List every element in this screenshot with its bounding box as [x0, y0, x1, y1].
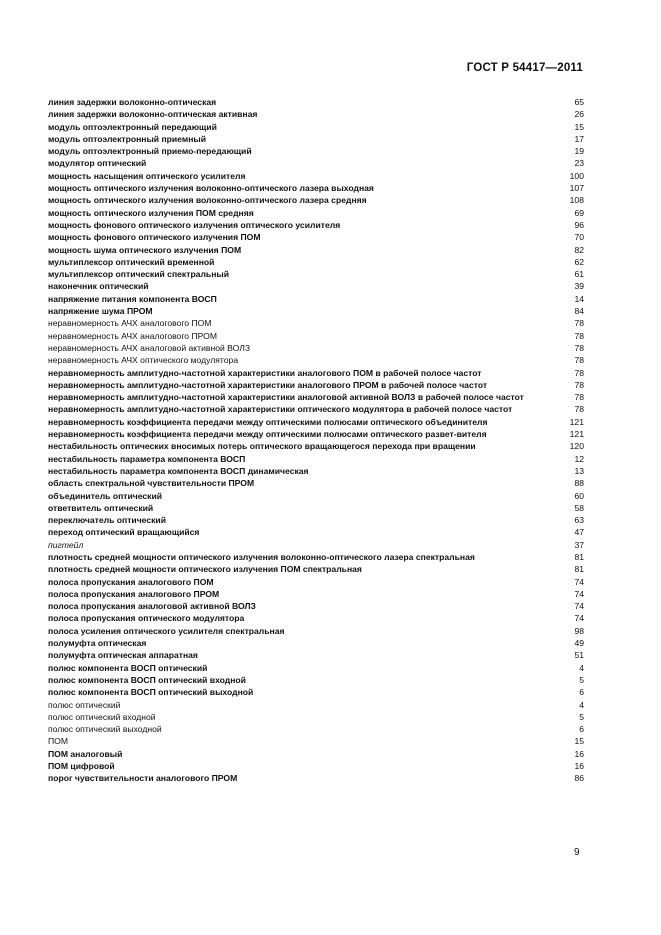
index-entry [48, 711, 584, 723]
index-entry [48, 612, 584, 624]
index-page-ref: 78 [574, 330, 584, 341]
index-term: полюс оптический выходной [48, 724, 162, 735]
standard-designation: ГОСТ Р 54417—2011 [466, 62, 583, 74]
index-entry [48, 170, 584, 182]
index-page-ref: 100 [569, 170, 584, 181]
index-entry [48, 268, 584, 280]
index-term: модулятор оптический [48, 158, 147, 169]
index-entry [48, 576, 584, 588]
index-term: неравномерность амплитудно-частотной характеристики оптического модулятора в рабочей полосе частот [48, 404, 513, 415]
index-entry [48, 403, 584, 415]
index-term: полюс компонента ВОСП оптический выходной [48, 687, 254, 698]
index-term: неравномерность АЧХ аналогового ПОМ [48, 318, 212, 329]
index-entry [48, 526, 584, 538]
index-page-ref: 78 [574, 367, 584, 378]
index-entry [48, 207, 584, 219]
index-entry [48, 280, 584, 292]
index-page-ref: 15 [574, 736, 584, 747]
index-entry [48, 760, 584, 772]
index-page-ref: 121 [569, 416, 584, 427]
index-entry [48, 551, 584, 563]
index-entry [48, 108, 584, 120]
index-entry [48, 231, 584, 243]
index-page-ref: 51 [574, 650, 584, 661]
index-term: переключатель оптический [48, 515, 166, 526]
index-entry [48, 588, 584, 600]
index-page-ref: 16 [574, 761, 584, 772]
index-term: плотность средней мощности оптического излучения волоконно-оптического лазера спектральная [48, 551, 475, 562]
index-entry [48, 133, 584, 145]
index-term: модуль оптоэлектронный приемный [48, 133, 207, 144]
index-entry [48, 379, 584, 391]
index-term: ПОМ цифровой [48, 761, 115, 772]
index-term: неравномерность амплитудно-частотной характеристики аналогового ПРОМ в рабочей полосе частот [48, 379, 488, 390]
index-page-ref: 17 [574, 133, 584, 144]
index-page-ref: 19 [574, 146, 584, 157]
index-entry [48, 182, 584, 194]
index-term: наконечник оптический [48, 281, 149, 292]
index-page-ref: 78 [574, 392, 584, 403]
index-entry [48, 121, 584, 133]
index-entry [48, 649, 584, 661]
index-term: область спектральной чувствительности ПРОМ [48, 478, 255, 489]
index-entry [48, 502, 584, 514]
index-page-ref: 78 [574, 404, 584, 415]
index-term: полоса пропускания аналогового ПОМ [48, 576, 214, 587]
index-term: неравномерность коэффициента передачи между оптическими полюсами оптического объединителя [48, 416, 488, 427]
index-page-ref: 6 [579, 687, 584, 698]
index-page-ref: 108 [569, 195, 584, 206]
index-term: переход оптический вращающийся [48, 527, 200, 538]
index-term: напряжение шума ПРОМ [48, 306, 153, 317]
index-entry [48, 662, 584, 674]
index-entry [48, 625, 584, 637]
index-page-ref: 78 [574, 355, 584, 366]
index-term: мультиплексор оптический спектральный [48, 269, 230, 280]
index-term: модуль оптоэлектронный передающий [48, 121, 217, 132]
index-term: порог чувствительности аналогового ПРОМ [48, 773, 238, 784]
index-page-ref: 62 [574, 256, 584, 267]
index-entry [48, 686, 584, 698]
index-page-ref: 65 [574, 97, 584, 107]
index-term: линия задержки волоконно-оптическая активная [48, 109, 258, 120]
index-entry [48, 305, 584, 317]
index-entry [48, 157, 584, 169]
index-entry [48, 723, 584, 735]
index-page-ref: 13 [574, 465, 584, 476]
index-entry [48, 699, 584, 711]
index-entry [48, 194, 584, 206]
index-page-ref: 78 [574, 379, 584, 390]
index-page-ref: 6 [579, 724, 584, 735]
index-page-ref: 23 [574, 158, 584, 169]
index-entry [48, 637, 584, 649]
index-entry [48, 539, 584, 551]
index-page-ref: 60 [574, 490, 584, 501]
index-page-ref: 12 [574, 453, 584, 464]
index-page-ref: 58 [574, 502, 584, 513]
index-page-ref: 74 [574, 588, 584, 599]
index-term: мощность фонового оптического излучения ПОМ [48, 232, 261, 243]
index-term: полоса пропускания аналоговой активной ВОЛЗ [48, 601, 256, 612]
index-term: плотность средней мощности оптического излучения ПОМ спектральная [48, 564, 362, 575]
index-term: напряжение питания компонента ВОСП [48, 293, 217, 304]
index-entry [48, 465, 584, 477]
index-page-ref: 107 [569, 183, 584, 194]
index-entry [48, 514, 584, 526]
index-term: неравномерность АЧХ оптического модулятора [48, 355, 239, 366]
index-term: нестабильность параметра компонента ВОСП [48, 453, 246, 464]
index-term: полумуфта оптическая [48, 638, 147, 649]
index-page-ref: 74 [574, 601, 584, 612]
index-page-ref: 69 [574, 207, 584, 218]
index-entry [48, 354, 584, 366]
index-page-ref: 120 [569, 441, 584, 452]
index-page-ref: 16 [574, 748, 584, 759]
index-entry [48, 367, 584, 379]
index-term: полоса усиления оптического усилителя спектральная [48, 625, 285, 636]
index-entry [48, 453, 584, 465]
index-term: неравномерность АЧХ аналогового ПРОМ [48, 330, 218, 341]
index-page-ref: 81 [574, 551, 584, 562]
index-entry [48, 244, 584, 256]
index-entry [48, 256, 584, 268]
index-entry [48, 342, 584, 354]
index-term: неравномерность амплитудно-частотной характеристики аналогового ПОМ в рабочей полосе частот [48, 367, 482, 378]
index-term: модуль оптоэлектронный приемо-передающий [48, 146, 252, 157]
index-page-ref: 14 [574, 293, 584, 304]
index-term: полоса пропускания аналогового ПРОМ [48, 588, 220, 599]
index-term: полумуфта оптическая аппаратная [48, 650, 198, 661]
index-term: объединитель оптический [48, 490, 163, 501]
index-page-ref: 15 [574, 121, 584, 132]
index-page-ref: 5 [579, 674, 584, 685]
index-page-ref: 74 [574, 576, 584, 587]
index-term: мощность оптического излучения волоконно-оптического лазера средняя [48, 195, 367, 206]
index-page-ref: 86 [574, 773, 584, 784]
index-page-ref: 78 [574, 342, 584, 353]
index-entry [48, 490, 584, 502]
index-entry [48, 674, 584, 686]
index-page-ref: 81 [574, 564, 584, 575]
index-term: пигтейл [48, 539, 84, 550]
index-page-ref: 98 [574, 625, 584, 636]
index-page-ref: 61 [574, 269, 584, 280]
index-entry [48, 772, 584, 784]
index-page-ref: 4 [579, 699, 584, 710]
index-term: ПОМ [48, 736, 69, 747]
index-term: мультиплексор оптический временной [48, 256, 215, 267]
index-page-ref: 96 [574, 219, 584, 230]
index-page-ref: 37 [574, 539, 584, 550]
index-entry [48, 477, 584, 489]
index-term: неравномерность амплитудно-частотной характеристики аналоговой активной ВОЛЗ в рабочей полосе частот [48, 392, 524, 403]
index-page-ref: 84 [574, 306, 584, 317]
index-term: линия задержки волоконно-оптическая [48, 97, 217, 107]
index-term: мощность оптического излучения волоконно-оптического лазера выходная [48, 183, 374, 194]
index-entry [48, 96, 584, 108]
index-page-ref: 70 [574, 232, 584, 243]
index-term: мощность шума оптического излучения ПОМ [48, 244, 242, 255]
index-entry [48, 600, 584, 612]
index-page-ref: 63 [574, 515, 584, 526]
index-page-ref: 74 [574, 613, 584, 624]
index-entry [48, 416, 584, 428]
index-term: неравномерность АЧХ аналоговой активной ВОЛЗ [48, 342, 251, 353]
index-term: мощность насыщения оптического усилителя [48, 170, 246, 181]
term-index [48, 96, 584, 785]
index-term: полюс компонента ВОСП оптический входной [48, 674, 246, 685]
index-entry [48, 145, 584, 157]
index-entry [48, 428, 584, 440]
index-term: полоса пропускания оптического модулятора [48, 613, 245, 624]
index-term: ответвитель оптический [48, 502, 154, 513]
index-entry [48, 391, 584, 403]
index-term: полюс оптический входной [48, 711, 156, 722]
index-term: полюс оптический [48, 699, 121, 710]
index-entry [48, 748, 584, 760]
index-term: мощность оптического излучения ПОМ средняя [48, 207, 254, 218]
index-entry [48, 440, 584, 452]
index-term: нестабильность оптических вносимых потерь оптического вращающегося перехода при вращении [48, 441, 476, 452]
index-page-ref: 121 [569, 429, 584, 440]
index-term: полюс компонента ВОСП оптический [48, 662, 208, 673]
page-number: 9 [574, 847, 580, 858]
index-page-ref: 82 [574, 244, 584, 255]
index-page-ref: 26 [574, 109, 584, 120]
index-page-ref: 39 [574, 281, 584, 292]
index-entry [48, 563, 584, 575]
index-term: ПОМ аналоговый [48, 748, 123, 759]
index-page-ref: 78 [574, 318, 584, 329]
index-page-ref: 5 [579, 711, 584, 722]
index-page-ref: 49 [574, 638, 584, 649]
index-term: неравномерность коэффициента передачи между оптическими полюсами оптического развет-вителя [48, 429, 487, 440]
index-page-ref: 47 [574, 527, 584, 538]
index-term: нестабильность параметра компонента ВОСП динамическая [48, 465, 309, 476]
index-entry [48, 330, 584, 342]
index-term: мощность фонового оптического излучения оптического усилителя [48, 219, 341, 230]
index-page-ref: 88 [574, 478, 584, 489]
index-entry [48, 735, 584, 747]
index-entry [48, 317, 584, 329]
index-entry [48, 219, 584, 231]
index-page-ref: 4 [579, 662, 584, 673]
index-entry [48, 293, 584, 305]
